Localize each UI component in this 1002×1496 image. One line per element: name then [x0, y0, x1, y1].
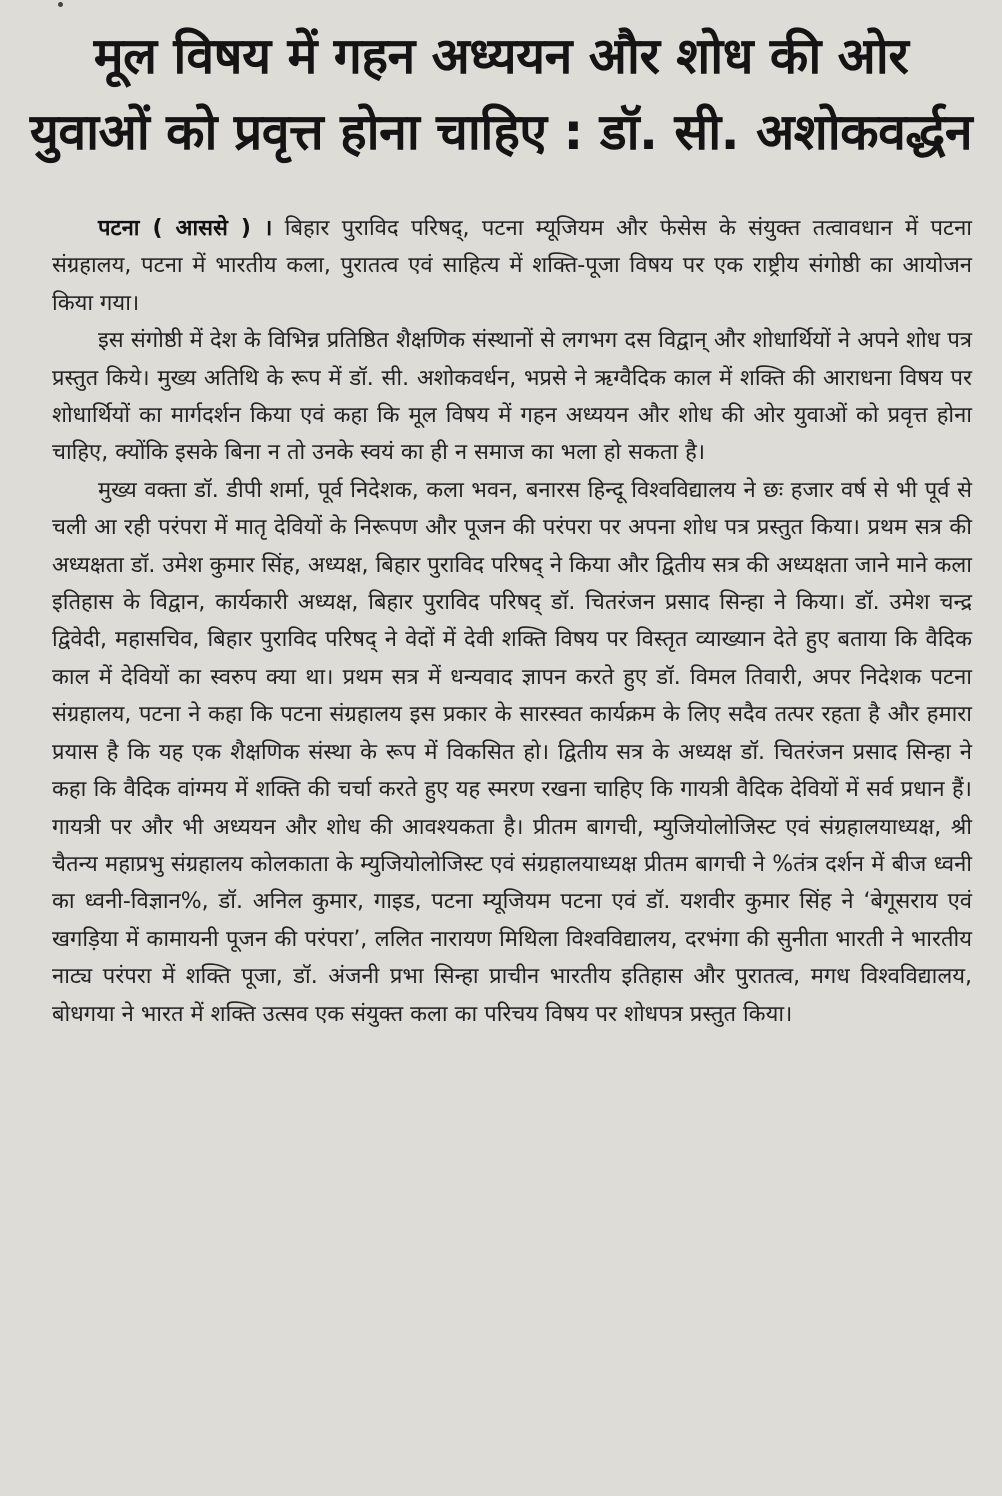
paragraph-text: बिहार पुराविद परिषद्, पटना म्यूजियम और फेसेस के संयुक्त तत्वावधान में पटना संग्रहालय, पटना में भारतीय कला, पुरातत्व एवं साहित्य में शक्ति-पूजा विषय पर एक राष्ट्रीय संगोष्ठी का आयोजन किया गया।: [52, 216, 972, 316]
article-paragraph-2: इस संगोष्ठी में देश के विभिन्न प्रतिष्ठित शैक्षणिक संस्थानों से लगभग दस विद्वान् और शोधार्थियों ने अपने शोध पत्र प्रस्तुत किये। मुख्य अतिथि के रूप में डॉ. सी. अशोकवर्धन, भप्रसे ने ऋग्वैदिक काल में शक्ति की आराधना विषय पर शोधार्थियों का मार्गदर्शन किया एवं कहा कि मूल विषय में गहन अध्ययन और शोध की ओर युवाओं को प्रवृत्त होना चाहिए, क्योंकि इसके बिना न तो उनके स्वयं का ही न समाज का भला हो सकता है।: [52, 328, 972, 466]
article-paragraph-3: मुख्य वक्ता डॉ. डीपी शर्मा, पूर्व निदेशक, कला भवन, बनारस हिन्दू विश्वविद्यालय ने छः हजार वर्ष से भी पूर्व से चली आ रही परंपरा में मातृ देवियों के निरूपण और पूजन की परंपरा पर अपना शोध पत्र प्रस्तुत किया। प्रथम सत्र की अध्यक्षता डॉ. उमेश कुमार सिंह, अध्यक्ष, बिहार पुराविद परिषद् ने किया और द्वितीय सत्र की अध्यक्षता जाने माने कला इतिहास के विद्वान, कार्यकारी अध्यक्ष, बिहार पुराविद परिषद् डॉ. चितरंजन प्रसाद सिन्हा ने किया। डॉ. उमेश चन्द्र द्विवेदी, महासचिव, बिहार पुराविद परिषद् ने वेदों में देवी शक्ति विषय पर विस्तृत व्याख्यान देते हुए बताया कि वैदिक काल में देवियों का स्वरुप क्या था। प्रथम सत्र में धन्यवाद ज्ञापन करते हुए डॉ. विमल तिवारी, अपर निदेशक पटना संग्रहालय, पटना ने कहा कि पटना संग्रहालय इस प्रकार के सारस्वत कार्यक्रम के लिए सदैव तत्पर रहता है और हमारा प्रयास है कि यह एक शैक्षणिक संस्था के रूप में विकसित हो। द्वितीय सत्र के अध्यक्ष डॉ. चितरंजन प्रसाद सिन्हा ने कहा कि वैदिक वांग्मय में शक्ति की चर्चा करते हुए यह स्मरण रखना चाहिए कि गायत्री वैदिक देवियों में सर्व प्रधान हैं। गायत्री पर और भी अध्ययन और शोध की आवश्यकता है। प्रीतम बागची, म्युजियोलोजिस्ट एवं संग्रहालयाध्यक्ष, श्री चैतन्य महाप्रभु संग्रहालय कोलकाता के म्युजियोलोजिस्ट एवं संग्रहालयाध्यक्ष प्रीतम बागची ने %तंत्र दर्शन में बीज ध्वनी का ध्वनी-विज्ञान%, डॉ. अनिल कुमार, गाइड, पटना म्यूजियम पटना एवं डॉ. यशवीर कुमार सिंह ने ‘बेगूसराय एवं खगड़िया में कामायनी पूजन की परंपरा’, ललित नारायण मिथिला विश्वविद्यालय, दरभंगा की सुनीता भारती ने भारतीय नाट्य परंपरा में शक्ति पूजा, डॉ. अंजनी प्रभा सिन्हा प्राचीन भारतीय इतिहास और पुरातत्व, मगध विश्वविद्यालय, बोधगया ने भारत में शक्ति उत्सव एक संयुक्त कला का परिचय विषय पर शोधपत्र प्रस्तुत किया।: [52, 477, 972, 1027]
dateline: पटना ( आससे ) ।: [98, 216, 273, 241]
ink-speck: [58, 2, 63, 7]
headline-line-1: मूल विषय में गहन अध्ययन और शोध की ओर: [93, 27, 909, 85]
headline-line-2: युवाओं को प्रवृत्त होना चाहिए : डॉ. सी. अशोकवर्द्धन: [29, 103, 973, 161]
article-body: [52, 210, 972, 1033]
headline: [20, 18, 982, 170]
article-paragraph-1: [52, 210, 972, 322]
